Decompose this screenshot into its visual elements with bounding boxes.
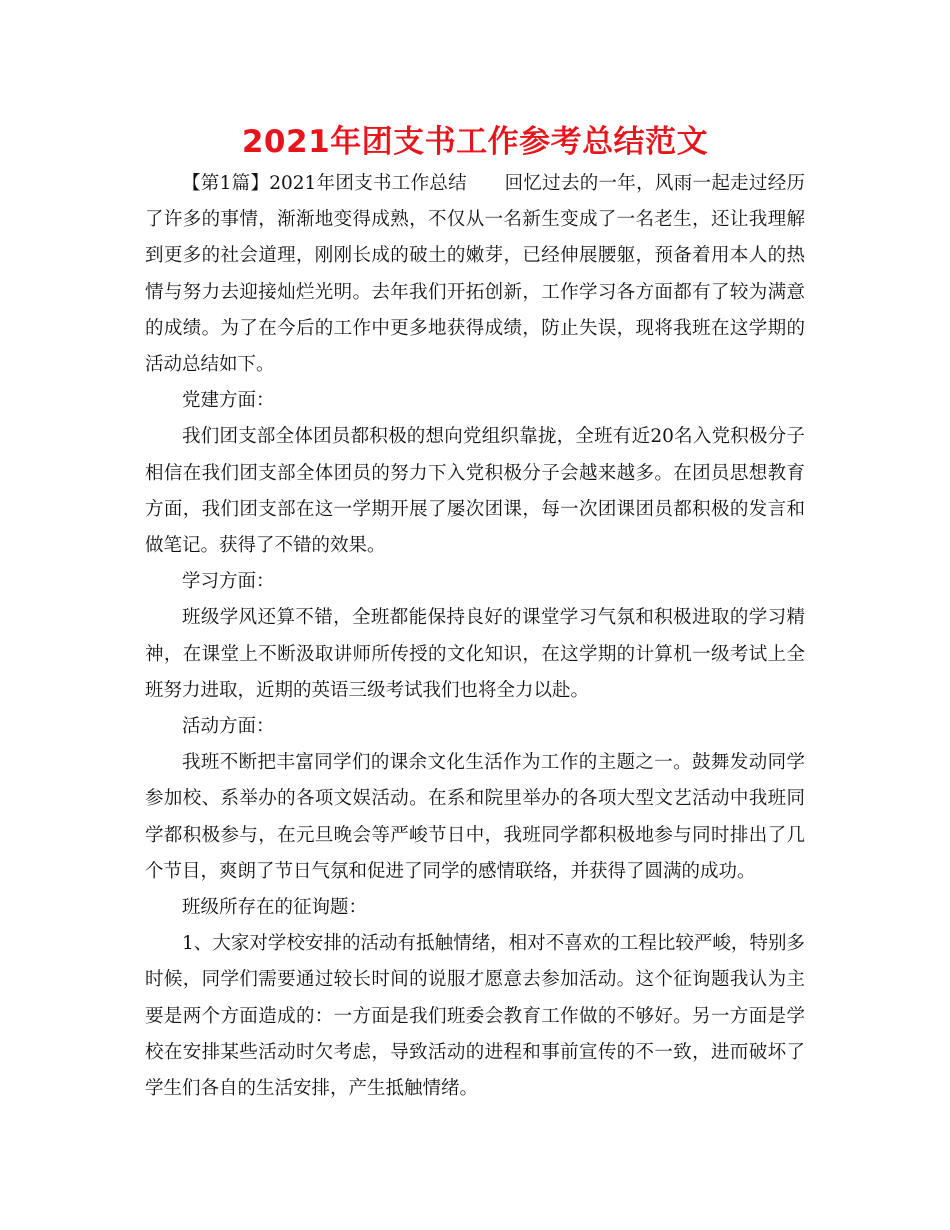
section-heading-party: 党建方面：	[182, 390, 275, 412]
section-heading-problems: 班级所存在的征询题：	[182, 897, 368, 919]
document-title: 2021年团支书工作参考总结范文	[241, 124, 709, 160]
paragraph-intro: 【第1篇】2021年团支书工作总结 回忆过去的一年，风雨一起走过经历了许多的事情，渐渐地变得成熟，不仅从一名新生变成了一名老生，还让我理解到更多的社会道理，刚刚长成的破土的嫩芽，已经伸展腰躯，预备着用本人的热情与努力去迎接灿烂光明。去年我们开拓创新，工作学习各方面都有了较为满意的成绩。为了在今后的工作中更多地获得成绩，防止失误，现将我班在这学期的活动总结如下。	[145, 173, 805, 376]
section-heading-study: 学习方面：	[182, 571, 275, 593]
paragraph-study: 班级学风还算不错，全班都能保持良好的课堂学习气氛和积极进取的学习精神，在课堂上不断汲取讲师所传授的文化知识，在这学期的计算机一级考试上全班努力进取，近期的英语三级考试我们也将全力以赴。	[145, 607, 805, 701]
paragraph-party: 我们团支部全体团员都积极的想向党组织靠拢，全班有近20名入党积极分子相信在我们团支部全体团员的努力下入党积极分子会越来越多。在团员思想教育方面，我们团支部在这一学期开展了屡次团课，每一次团课团员都积极的发言和做笔记。获得了不错的效果。	[145, 426, 805, 557]
paragraph-activities: 我班不断把丰富同学们的课余文化生活作为工作的主题之一。鼓舞发动同学参加校、系举办的各项文娱活动。在系和院里举办的各项大型文艺活动中我班同学都积极参与，在元旦晚会等严峻节日中，我班同学都积极地参与同时排出了几个节目，爽朗了节日气氛和促进了同学的感情联络，并获得了圆满的成功。	[145, 752, 805, 882]
section-heading-activities: 活动方面：	[182, 716, 275, 738]
paragraph-problem-1: 1、大家对学校安排的活动有抵触情绪，相对不喜欢的工程比较严峻，特别多时候，同学们需要通过较长时间的说服才愿意去参加活动。这个征询题我认为主要是两个方面造成的：一方面是我们班委会教育工作做的不够好。另一方面是学校在安排某些活动时欠考虑，导致活动的进程和事前宣传的不一致，进而破坏了学生们各自的生活安排，产生抵触情绪。	[145, 933, 805, 1100]
document-body	[145, 166, 805, 1107]
